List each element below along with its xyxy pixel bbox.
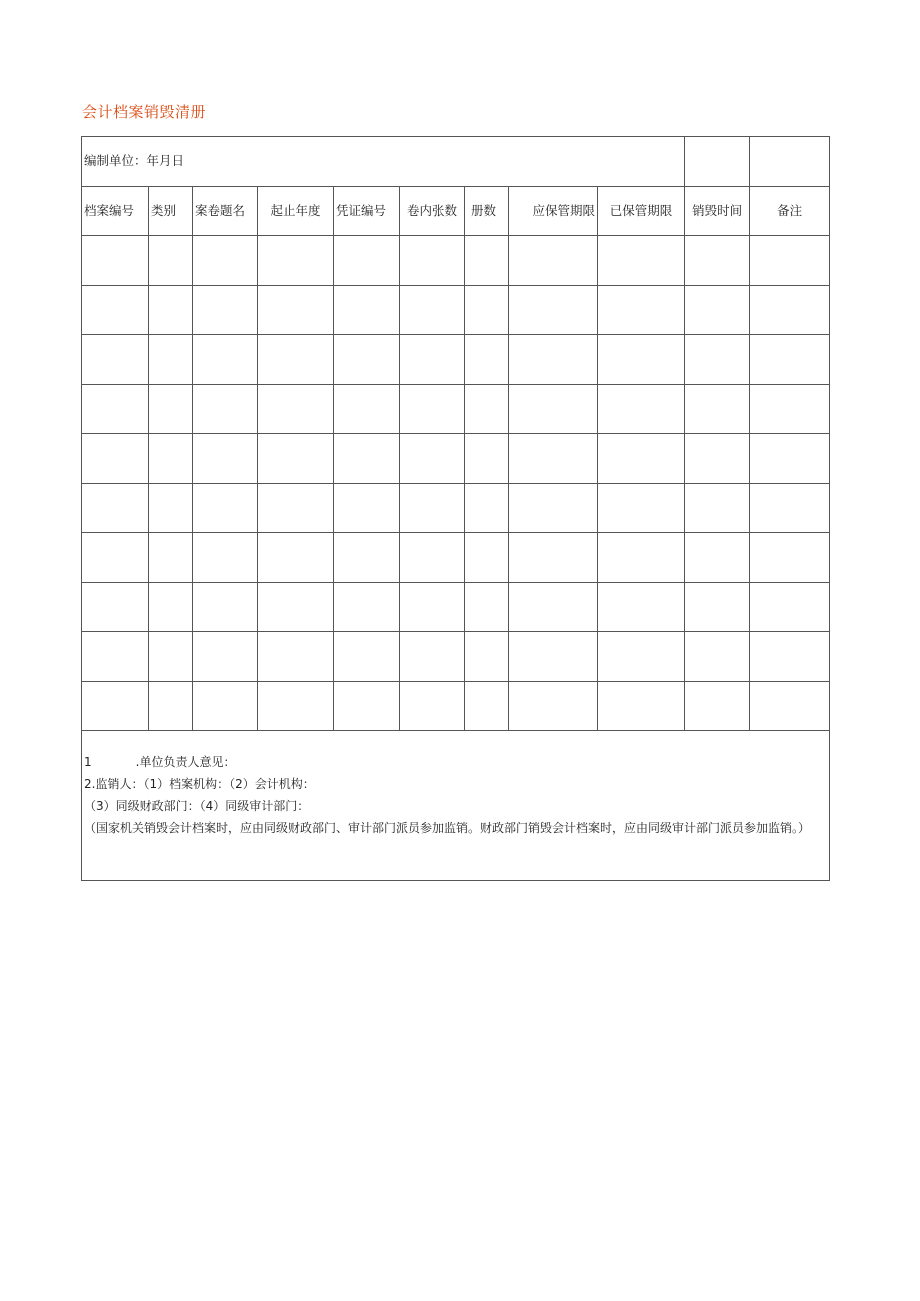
table-row bbox=[82, 434, 830, 484]
empty-cell bbox=[750, 384, 830, 434]
column-header-row bbox=[82, 186, 830, 236]
empty-cell bbox=[82, 632, 149, 682]
table-row bbox=[82, 483, 830, 533]
empty-cell bbox=[400, 632, 465, 682]
empty-cell bbox=[750, 533, 830, 583]
empty-cell bbox=[598, 434, 685, 484]
empty-cell bbox=[193, 285, 258, 335]
empty-cell bbox=[400, 384, 465, 434]
empty-cell bbox=[509, 483, 598, 533]
empty-cell bbox=[193, 384, 258, 434]
empty-cell bbox=[82, 236, 149, 286]
empty-cell bbox=[750, 285, 830, 335]
empty-cell bbox=[82, 582, 149, 632]
empty-cell bbox=[149, 533, 193, 583]
note-line-3: （3）同级财政部门：（4）同级审计部门： bbox=[84, 799, 310, 813]
empty-cell bbox=[193, 681, 258, 731]
empty-cell bbox=[258, 632, 334, 682]
empty-cell bbox=[193, 632, 258, 682]
compiling-unit-label: 编制单位：年月日 bbox=[82, 137, 685, 187]
empty-cell bbox=[685, 483, 750, 533]
column-header: 应保管期限 bbox=[509, 186, 598, 236]
empty-cell bbox=[598, 632, 685, 682]
column-header: 已保管期限 bbox=[598, 186, 685, 236]
empty-cell bbox=[400, 533, 465, 583]
empty-cell bbox=[465, 285, 509, 335]
note-line-1-text: .单位负责人意见： bbox=[135, 755, 236, 769]
empty-cell bbox=[334, 681, 400, 731]
empty-cell bbox=[685, 533, 750, 583]
empty-cell bbox=[82, 384, 149, 434]
empty-cell bbox=[465, 533, 509, 583]
empty-cell bbox=[750, 582, 830, 632]
empty-cell bbox=[598, 681, 685, 731]
table-row bbox=[82, 285, 830, 335]
empty-cell bbox=[685, 632, 750, 682]
empty-cell bbox=[598, 285, 685, 335]
empty-cell bbox=[509, 236, 598, 286]
empty-cell bbox=[750, 335, 830, 385]
empty-cell bbox=[400, 483, 465, 533]
empty-cell bbox=[334, 632, 400, 682]
empty-cell bbox=[750, 434, 830, 484]
empty-cell bbox=[465, 582, 509, 632]
empty-cell bbox=[750, 632, 830, 682]
empty-cell bbox=[334, 384, 400, 434]
empty-cell bbox=[334, 236, 400, 286]
empty-cell bbox=[598, 582, 685, 632]
empty-cell bbox=[509, 434, 598, 484]
column-header: 备注 bbox=[750, 186, 830, 236]
table-row bbox=[82, 384, 830, 434]
note-line-1 bbox=[84, 751, 827, 773]
empty-cell bbox=[598, 335, 685, 385]
empty-cell bbox=[258, 582, 334, 632]
empty-cell bbox=[465, 335, 509, 385]
table-row bbox=[82, 533, 830, 583]
empty-cell bbox=[149, 434, 193, 484]
empty-cell bbox=[258, 434, 334, 484]
note-line-2: 2.监销人：（1）档案机构：（2）会计机构： bbox=[84, 777, 315, 791]
empty-cell bbox=[685, 335, 750, 385]
table-row bbox=[82, 236, 830, 286]
empty-cell bbox=[598, 533, 685, 583]
empty-cell bbox=[149, 582, 193, 632]
empty-cell bbox=[334, 582, 400, 632]
empty-cell bbox=[400, 285, 465, 335]
empty-cell bbox=[685, 236, 750, 286]
empty-cell bbox=[685, 434, 750, 484]
empty-cell bbox=[509, 335, 598, 385]
empty-cell bbox=[465, 632, 509, 682]
empty-cell bbox=[400, 335, 465, 385]
empty-cell bbox=[509, 384, 598, 434]
empty-cell bbox=[334, 533, 400, 583]
empty-cell bbox=[149, 285, 193, 335]
empty-cell bbox=[82, 434, 149, 484]
empty-cell bbox=[149, 384, 193, 434]
empty-cell bbox=[334, 285, 400, 335]
empty-cell bbox=[82, 285, 149, 335]
column-header: 凭证编号 bbox=[334, 186, 400, 236]
empty-cell bbox=[82, 681, 149, 731]
table-row bbox=[82, 335, 830, 385]
compiling-unit-row bbox=[82, 137, 830, 187]
empty-cell bbox=[509, 285, 598, 335]
table-row bbox=[82, 582, 830, 632]
note-line-1-number: 1 bbox=[84, 755, 92, 769]
blank-cell bbox=[750, 137, 830, 187]
empty-cell bbox=[509, 582, 598, 632]
empty-cell bbox=[149, 483, 193, 533]
empty-cell bbox=[258, 384, 334, 434]
table-row bbox=[82, 681, 830, 731]
empty-cell bbox=[400, 681, 465, 731]
empty-cell bbox=[598, 483, 685, 533]
empty-cell bbox=[598, 236, 685, 286]
empty-cell bbox=[465, 434, 509, 484]
empty-cell bbox=[509, 681, 598, 731]
empty-cell bbox=[149, 632, 193, 682]
empty-cell bbox=[334, 335, 400, 385]
empty-cell bbox=[258, 681, 334, 731]
empty-cell bbox=[82, 533, 149, 583]
document-title: 会计档案销毁清册 bbox=[82, 103, 207, 121]
notes-cell bbox=[82, 731, 830, 881]
empty-cell bbox=[258, 236, 334, 286]
empty-cell bbox=[334, 483, 400, 533]
table-row bbox=[82, 632, 830, 682]
column-header: 册数 bbox=[465, 186, 509, 236]
empty-cell bbox=[149, 335, 193, 385]
empty-cell bbox=[334, 434, 400, 484]
empty-cell bbox=[465, 681, 509, 731]
empty-cell bbox=[193, 483, 258, 533]
empty-cell bbox=[258, 533, 334, 583]
blank-cell bbox=[685, 137, 750, 187]
empty-cell bbox=[193, 533, 258, 583]
empty-cell bbox=[258, 335, 334, 385]
empty-cell bbox=[750, 483, 830, 533]
empty-cell bbox=[258, 483, 334, 533]
empty-cell bbox=[750, 236, 830, 286]
column-header: 销毁时间 bbox=[685, 186, 750, 236]
empty-cell bbox=[149, 236, 193, 286]
empty-cell bbox=[193, 434, 258, 484]
empty-cell bbox=[685, 582, 750, 632]
empty-cell bbox=[400, 434, 465, 484]
empty-cell bbox=[685, 285, 750, 335]
column-header: 档案编号 bbox=[82, 186, 149, 236]
empty-cell bbox=[465, 384, 509, 434]
notes-row bbox=[82, 731, 830, 881]
column-header: 类别 bbox=[149, 186, 193, 236]
note-line-4: （国家机关销毁会计档案时，应由同级财政部门、审计部门派员参加监销。财政部门销毁会计档案时，应由同级审计部门派员参加监销。） bbox=[84, 821, 811, 835]
empty-cell bbox=[685, 681, 750, 731]
empty-cell bbox=[598, 384, 685, 434]
empty-cell bbox=[400, 236, 465, 286]
empty-cell bbox=[465, 236, 509, 286]
empty-cell bbox=[509, 533, 598, 583]
empty-cell bbox=[685, 384, 750, 434]
empty-cell bbox=[465, 483, 509, 533]
column-header: 卷内张数 bbox=[400, 186, 465, 236]
empty-cell bbox=[193, 582, 258, 632]
destruction-register-table bbox=[81, 136, 830, 881]
empty-cell bbox=[193, 236, 258, 286]
empty-cell bbox=[750, 681, 830, 731]
empty-cell bbox=[82, 483, 149, 533]
empty-cell bbox=[149, 681, 193, 731]
empty-cell bbox=[193, 335, 258, 385]
empty-cell bbox=[82, 335, 149, 385]
empty-cell bbox=[258, 285, 334, 335]
column-header: 案卷题名 bbox=[193, 186, 258, 236]
empty-cell bbox=[509, 632, 598, 682]
column-header: 起止年度 bbox=[258, 186, 334, 236]
empty-cell bbox=[400, 582, 465, 632]
